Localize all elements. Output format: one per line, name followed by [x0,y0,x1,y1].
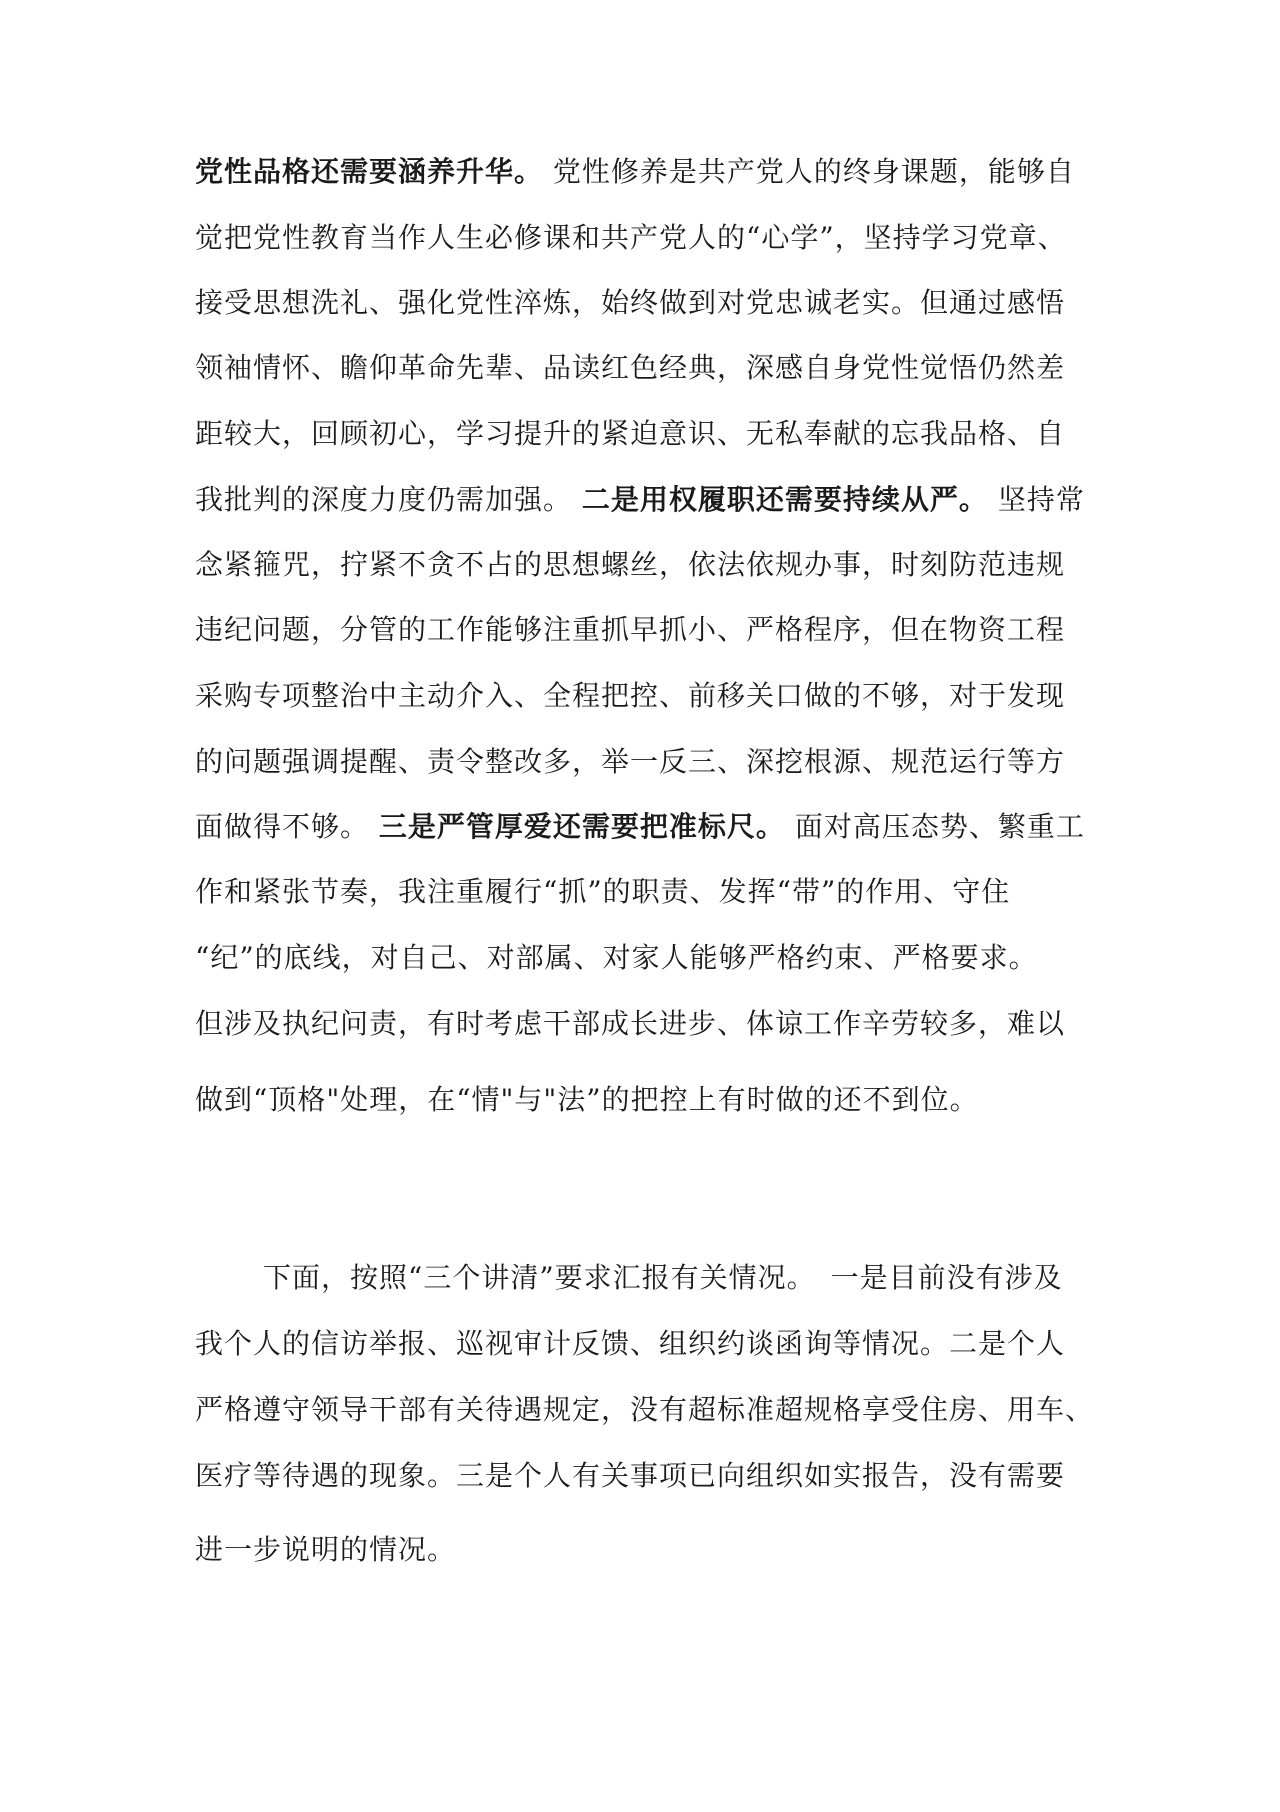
line-text: “纪”的底线，对自己、对部属、对家人能够严格约束、严格要求。 [195,941,1038,974]
line-text: 接受思想洗礼、强化党性淬炼，始终做到对党忠诚老实。但通过感悟 [195,286,1066,319]
line-text: 下面，按照“三个讲清”要求汇报有关情况。 一是目前没有涉及 [263,1261,1063,1294]
text-line [195,938,1038,978]
line-text: 医疗等待遇的现象。三是个人有关事项已向组织如实报告，没有需要 [195,1459,1066,1492]
text-line [263,1258,1063,1298]
line-text: 的问题强调提醒、责令整改多，举一反三、深挖根源、规范运行等方 [195,745,1066,778]
line-text: 进一步说明的情况。 [195,1533,457,1566]
line-text: 我批判的深度力度仍需加强。 [195,483,573,516]
text-line [195,480,1085,520]
line-text [785,810,795,843]
line-text [369,810,379,843]
text-line [195,1530,456,1570]
text-line [195,610,1065,650]
line-text [543,155,553,188]
heading-strict-care: 三是严管厚爱还需要把准标尺。 [378,810,785,843]
line-text [988,483,998,516]
text-line [195,545,1065,585]
line-text: 作和紧张节奏，我注重履行“抓”的职责、发挥“带”的作用、守住 [195,875,1011,908]
line-text: 做到“顶格"处理，在“情"与"法”的把控上有时做的还不到位。 [195,1083,979,1116]
heading-power-duty: 二是用权履职还需要持续从严。 [581,483,988,516]
text-line [195,807,1085,847]
line-text: 觉把党性教育当作人生必修课和共产党人的“心学”，坚持学习党章、 [195,221,1067,254]
text-line [195,1080,979,1120]
line-text: 距较大，回顾初心，学习提升的紧迫意识、无私奉献的忘我品格、自 [195,417,1066,450]
text-line [195,676,1065,716]
line-text: 但涉及执纪问责，有时考虑干部成长进步、体谅工作辛劳较多，难以 [195,1007,1066,1040]
text-line [195,414,1065,454]
line-text [572,483,582,516]
text-line [195,1456,1065,1496]
line-text: 我个人的信访举报、巡视审计反馈、组织约谈函询等情况。二是个人 [195,1327,1066,1360]
text-line [195,742,1065,782]
text-line [195,283,1065,323]
line-text: 领袖情怀、瞻仰革命先辈、品读红色经典，深感自身党性觉悟仍然差 [195,351,1066,384]
text-line [195,1324,1065,1364]
text-line [195,348,1065,388]
text-line [195,1390,1094,1430]
line-text: 采购专项整治中主动介入、全程把控、前移关口做的不够，对于发现 [195,679,1066,712]
line-text: 党性修养是共产党人的终身课题，能够自 [552,155,1075,188]
text-line [195,218,1067,258]
line-text: 面对高压态势、繁重工 [794,810,1085,843]
line-text: 坚持常 [997,483,1085,516]
text-line [195,1004,1065,1044]
text-line [195,872,1010,912]
text-line [195,152,1075,192]
line-text: 面做得不够。 [195,810,370,843]
heading-party-character: 党性品格还需要涵养升华。 [195,155,544,188]
line-text: 严格遵守领导干部有关待遇规定，没有超标准超规格享受住房、用车、 [195,1393,1095,1426]
line-text: 违纪问题，分管的工作能够注重抓早抓小、严格程序，但在物资工程 [195,613,1066,646]
line-text: 念紧箍咒，拧紧不贪不占的思想螺丝，依法依规办事，时刻防范违规 [195,548,1066,581]
